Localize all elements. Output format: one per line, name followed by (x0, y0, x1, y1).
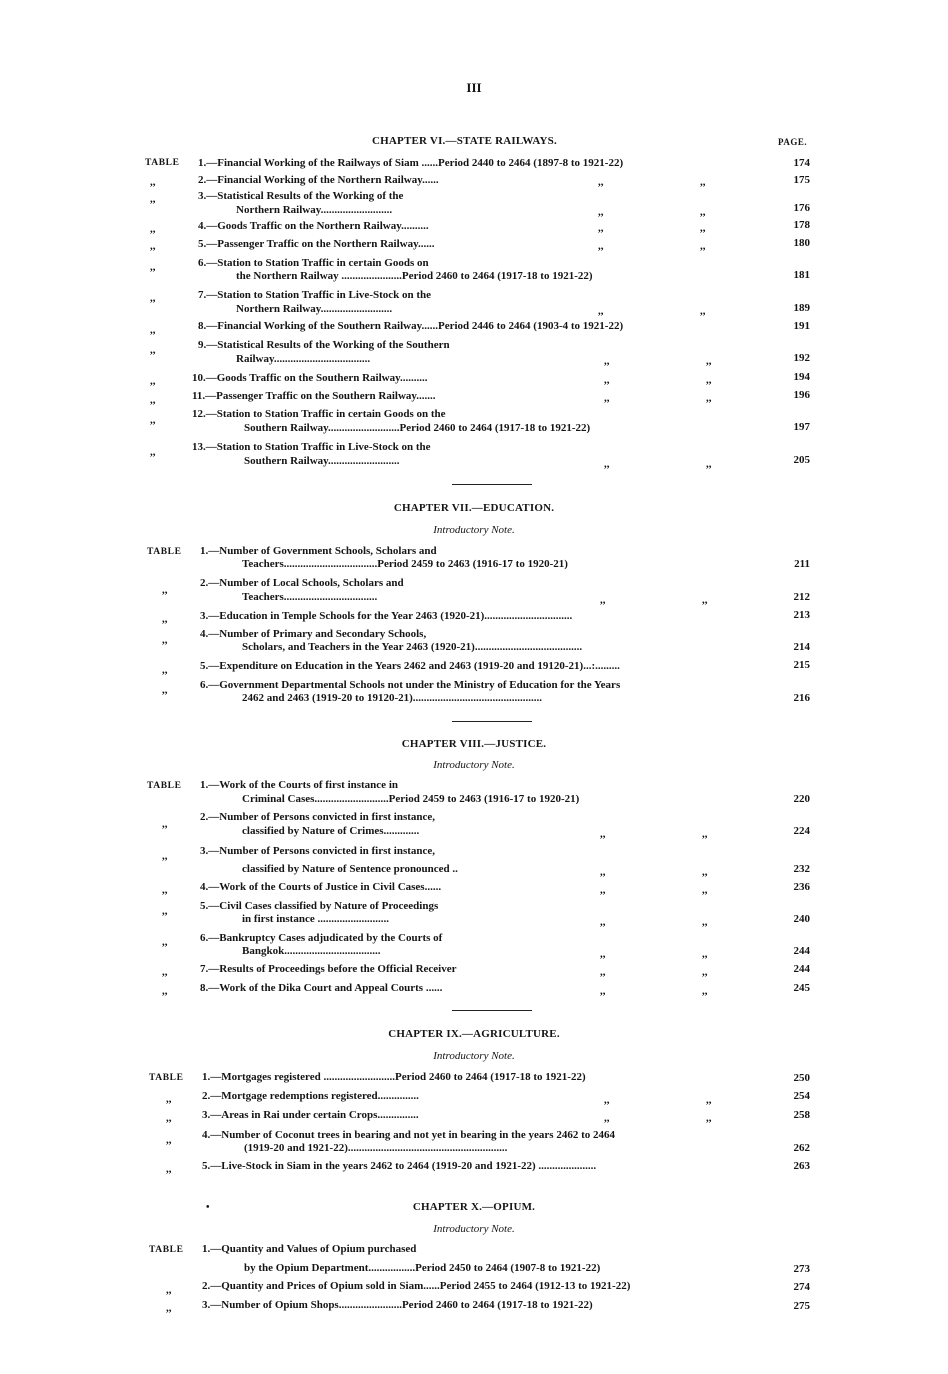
ditto-mark: ,, (162, 684, 168, 696)
table-label: TABLE (145, 158, 180, 168)
ditto-mark: ,, (162, 936, 168, 948)
ditto-mark: ,, (598, 305, 604, 317)
ditto-mark: ,, (166, 1284, 172, 1296)
table-label: TABLE (149, 1073, 184, 1083)
toc-entry: 3.—Education in Temple Schools for the Year 2463 (1920-21)................................ (200, 610, 573, 622)
ditto-mark: ,, (604, 458, 610, 470)
toc-page: 274 (793, 1281, 810, 1293)
ditto-mark: ,, (150, 344, 156, 356)
ditto-mark: ,, (702, 594, 708, 606)
ditto-mark: ,, (150, 240, 156, 252)
toc-entry: 4.—Number of Coconut trees in bearing and not yet in bearing in the years 2462 to 2464 (202, 1129, 616, 1141)
ditto-mark: ,, (162, 985, 168, 997)
chapter-7-title: CHAPTER VII.—EDUCATION. (393, 502, 555, 514)
toc-page: 194 (793, 371, 810, 383)
toc-page: 216 (793, 692, 810, 704)
ditto-mark: ,, (702, 916, 708, 928)
toc-page: 212 (793, 591, 810, 603)
toc-entry-cont: in first instance .......................... (242, 913, 389, 925)
toc-entry: 7.—Results of Proceedings before the Official Receiver (200, 963, 457, 975)
toc-entry-cont: Scholars, and Teachers in the Year 2463 (1920-21)....................................... (242, 641, 583, 653)
chapter-10-title: CHAPTER X.—OPIUM. (412, 1201, 536, 1213)
ditto-mark: ,, (706, 392, 712, 404)
ditto-mark: ,, (598, 240, 604, 252)
toc-page: 275 (793, 1300, 810, 1312)
ditto-mark: ,, (150, 446, 156, 458)
ditto-mark: ,, (706, 355, 712, 367)
toc-entry-cont: 2462 and 2463 (1919-20 to 19120-21)............................................... (242, 692, 543, 704)
toc-page: 176 (793, 202, 810, 214)
ditto-mark: ,, (604, 392, 610, 404)
introductory-note: Introductory Note. (433, 1050, 515, 1062)
toc-entry-cont: Criminal Cases...........................Period 2459 to 2463 (1916-17 to 1920-21) (242, 793, 580, 805)
ditto-mark: ,, (600, 985, 606, 997)
ditto-mark: ,, (600, 966, 606, 978)
toc-entry: 6.—Government Departmental Schools not under the Ministry of Education for the Years (200, 679, 621, 691)
ditto-mark: ,, (600, 916, 606, 928)
chapter-8-title: CHAPTER VIII.—JUSTICE. (401, 738, 547, 750)
ditto-mark: ,, (150, 375, 156, 387)
toc-page: 197 (793, 421, 810, 433)
toc-entry-cont: Teachers..................................Period 2459 to 2463 (1916-17 to 1920-21) (242, 558, 568, 570)
toc-entry: 5.—Live-Stock in Siam in the years 2462 to 2464 (1919-20 and 1921-22) ..................... (202, 1160, 597, 1172)
chapter-9-title: CHAPTER IX.—AGRICULTURE. (388, 1028, 560, 1040)
toc-entry: 2.—Quantity and Prices of Opium sold in Siam......Period 2455 to 2464 (1912-13 to 1921-22) (202, 1280, 631, 1292)
toc-page: 244 (793, 945, 810, 957)
ditto-mark: ,, (706, 458, 712, 470)
ditto-mark: ,, (150, 394, 156, 406)
ditto-mark: ,, (702, 884, 708, 896)
ditto-mark: ,, (604, 355, 610, 367)
toc-page: 174 (793, 157, 810, 169)
chapter-6-title: CHAPTER VI.—STATE RAILWAYS. (372, 135, 557, 147)
ditto-mark: ,, (150, 261, 156, 273)
ditto-mark: ,, (706, 1094, 712, 1106)
toc-entry-cont: by the Opium Department.................Period 2450 to 2464 (1907-8 to 1921-22) (244, 1262, 601, 1274)
section-divider (452, 721, 532, 722)
toc-page: 244 (793, 963, 810, 975)
ink-speck: • (206, 1202, 210, 1213)
ditto-mark: ,, (600, 594, 606, 606)
ditto-mark: ,, (600, 948, 606, 960)
toc-page: 232 (793, 863, 810, 875)
ditto-mark: ,, (166, 1163, 172, 1175)
toc-entry: 8.—Work of the Dika Court and Appeal Courts ...... (200, 982, 443, 994)
toc-entry-cont: Southern Railway..........................Period 2460 to 2464 (1917-18 to 1921-22) (244, 422, 591, 434)
toc-entry: 2.—Financial Working of the Northern Railway...... (198, 174, 439, 186)
toc-entry: 1.—Work of the Courts of first instance in (200, 779, 398, 791)
toc-entry-cont: Southern Railway.......................... (244, 455, 400, 467)
ditto-mark: ,, (600, 866, 606, 878)
ditto-mark: ,, (150, 292, 156, 304)
ditto-mark: ,, (700, 176, 706, 188)
ditto-mark: ,, (162, 905, 168, 917)
table-label: TABLE (149, 1245, 184, 1255)
toc-page: 211 (794, 558, 810, 570)
toc-page: 263 (793, 1160, 810, 1172)
toc-page: 191 (793, 320, 810, 332)
ditto-mark: ,, (598, 222, 604, 234)
ditto-mark: ,, (150, 324, 156, 336)
toc-page: 220 (793, 793, 810, 805)
ditto-mark: ,, (162, 634, 168, 646)
toc-entry: 12.—Station to Station Traffic in certain Goods on the (192, 408, 446, 420)
ditto-mark: ,, (150, 414, 156, 426)
ditto-mark: ,, (700, 206, 706, 218)
ditto-mark: ,, (166, 1093, 172, 1105)
toc-entry-cont: Northern Railway.......................... (236, 204, 393, 216)
ditto-mark: ,, (598, 176, 604, 188)
toc-entry-cont: Northern Railway.......................... (236, 303, 393, 315)
toc-entry: 2.—Number of Local Schools, Scholars and (200, 577, 404, 589)
toc-entry: 1.—Financial Working of the Railways of Siam ......Period 2440 to 2464 (1897-8 to 1921-22) (198, 157, 624, 169)
ditto-mark: ,, (706, 374, 712, 386)
ditto-mark: ,, (700, 240, 706, 252)
ditto-mark: ,, (162, 818, 168, 830)
ditto-mark: ,, (604, 1094, 610, 1106)
toc-entry: 8.—Financial Working of the Southern Railway......Period 2446 to 2464 (1903-4 to 1921-22) (198, 320, 624, 332)
ditto-mark: ,, (702, 828, 708, 840)
toc-entry: 3.—Statistical Results of the Working of the (198, 190, 404, 202)
toc-entry-cont: (1919-20 and 1921-22).......................................................... (244, 1142, 508, 1154)
toc-page: 250 (793, 1072, 810, 1084)
toc-entry: 10.—Goods Traffic on the Southern Railway.......... (192, 372, 428, 384)
toc-entry: 6.—Bankruptcy Cases adjudicated by the Courts of (200, 932, 443, 944)
toc-page: 181 (793, 269, 810, 281)
toc-entry-cont: the Northern Railway ......................Period 2460 to 2464 (1917-18 to 1921-22) (236, 270, 593, 282)
toc-entry: 6.—Station to Station Traffic in certain Goods on (198, 257, 429, 269)
ditto-mark: ,, (702, 966, 708, 978)
toc-entry: 13.—Station to Station Traffic in Live-Stock on the (192, 441, 431, 453)
toc-entry: 3.—Number of Persons convicted in first instance, (200, 845, 436, 857)
toc-entry: 4.—Work of the Courts of Justice in Civil Cases...... (200, 881, 442, 893)
ditto-mark: ,, (162, 966, 168, 978)
toc-entry-cont: classified by Nature of Crimes............. (242, 825, 420, 837)
toc-page: 240 (793, 913, 810, 925)
page-number: III (466, 80, 482, 95)
toc-page: 205 (793, 454, 810, 466)
table-label: TABLE (147, 781, 182, 791)
toc-page: 245 (793, 982, 810, 994)
section-divider (452, 1010, 532, 1011)
ditto-mark: ,, (604, 374, 610, 386)
toc-entry: 11.—Passenger Traffic on the Southern Railway....... (192, 390, 436, 402)
introductory-note: Introductory Note. (433, 759, 515, 771)
toc-page: 180 (793, 237, 810, 249)
toc-page: 215 (793, 659, 810, 671)
toc-page: 175 (793, 174, 810, 186)
toc-entry: 2.—Mortgage redemptions registered............... (202, 1090, 419, 1102)
toc-entry-cont: classified by Nature of Sentence pronounced .. (242, 863, 458, 875)
toc-entry: 9.—Statistical Results of the Working of the Southern (198, 339, 450, 351)
ditto-mark: ,, (604, 1112, 610, 1124)
ditto-mark: ,, (702, 948, 708, 960)
ditto-mark: ,, (150, 193, 156, 205)
table-label: TABLE (147, 547, 182, 557)
toc-entry: 4.—Goods Traffic on the Northern Railway.......... (198, 220, 429, 232)
toc-entry: 7.—Station to Station Traffic in Live-Stock on the (198, 289, 432, 301)
toc-entry: 5.—Civil Cases classified by Nature of Proceedings (200, 900, 439, 912)
toc-page: 214 (793, 641, 810, 653)
ditto-mark: ,, (162, 884, 168, 896)
toc-page: 189 (793, 302, 810, 314)
section-divider (452, 484, 532, 485)
toc-entry: 5.—Passenger Traffic on the Northern Railway...... (198, 238, 435, 250)
ditto-mark: ,, (162, 664, 168, 676)
toc-entry-cont: Railway................................... (236, 353, 371, 365)
toc-entry: 1.—Mortgages registered ..........................Period 2460 to 2464 (1917-18 to 1921-22) (202, 1071, 586, 1083)
ditto-mark: ,, (162, 850, 168, 862)
ditto-mark: ,, (166, 1302, 172, 1314)
toc-entry-cont: Bangkok................................... (242, 945, 381, 957)
ditto-mark: ,, (150, 223, 156, 235)
ditto-mark: ,, (166, 1112, 172, 1124)
ditto-mark: ,, (702, 866, 708, 878)
toc-page: 236 (793, 881, 810, 893)
ditto-mark: ,, (600, 884, 606, 896)
ditto-mark: ,, (600, 828, 606, 840)
toc-page: 192 (793, 352, 810, 364)
toc-entry: 4.—Number of Primary and Secondary Schools, (200, 628, 427, 640)
ditto-mark: ,, (702, 985, 708, 997)
ditto-mark: ,, (162, 613, 168, 625)
toc-page: 258 (793, 1109, 810, 1121)
toc-entry: 2.—Number of Persons convicted in first instance, (200, 811, 436, 823)
ditto-mark: ,, (598, 206, 604, 218)
toc-page: 273 (793, 1263, 810, 1275)
toc-page: 262 (793, 1142, 810, 1154)
toc-entry: 5.—Expenditure on Education in the Years 2462 and 2463 (1919-20 and 19120-21)...:......... (200, 660, 620, 672)
toc-entry: 1.—Quantity and Values of Opium purchased (202, 1243, 417, 1255)
toc-entry: 1.—Number of Government Schools, Scholars and (200, 545, 437, 557)
ditto-mark: ,, (162, 584, 168, 596)
toc-page: 254 (793, 1090, 810, 1102)
toc-page: 213 (793, 609, 810, 621)
ditto-mark: ,, (150, 176, 156, 188)
page-column-label: PAGE. (778, 137, 808, 147)
toc-entry-cont: Teachers.................................. (242, 591, 378, 603)
toc-page: 224 (793, 825, 810, 837)
ditto-mark: ,, (706, 1112, 712, 1124)
ditto-mark: ,, (166, 1134, 172, 1146)
toc-entry: 3.—Number of Opium Shops.......................Period 2460 to 2464 (1917-18 to 1921-22) (202, 1299, 593, 1311)
introductory-note: Introductory Note. (433, 1223, 515, 1235)
toc-page: 178 (793, 219, 810, 231)
ditto-mark: ,, (700, 222, 706, 234)
toc-entry: 3.—Areas in Rai under certain Crops............... (202, 1109, 419, 1121)
ditto-mark: ,, (700, 305, 706, 317)
introductory-note: Introductory Note. (433, 524, 515, 536)
toc-page: 196 (793, 389, 810, 401)
